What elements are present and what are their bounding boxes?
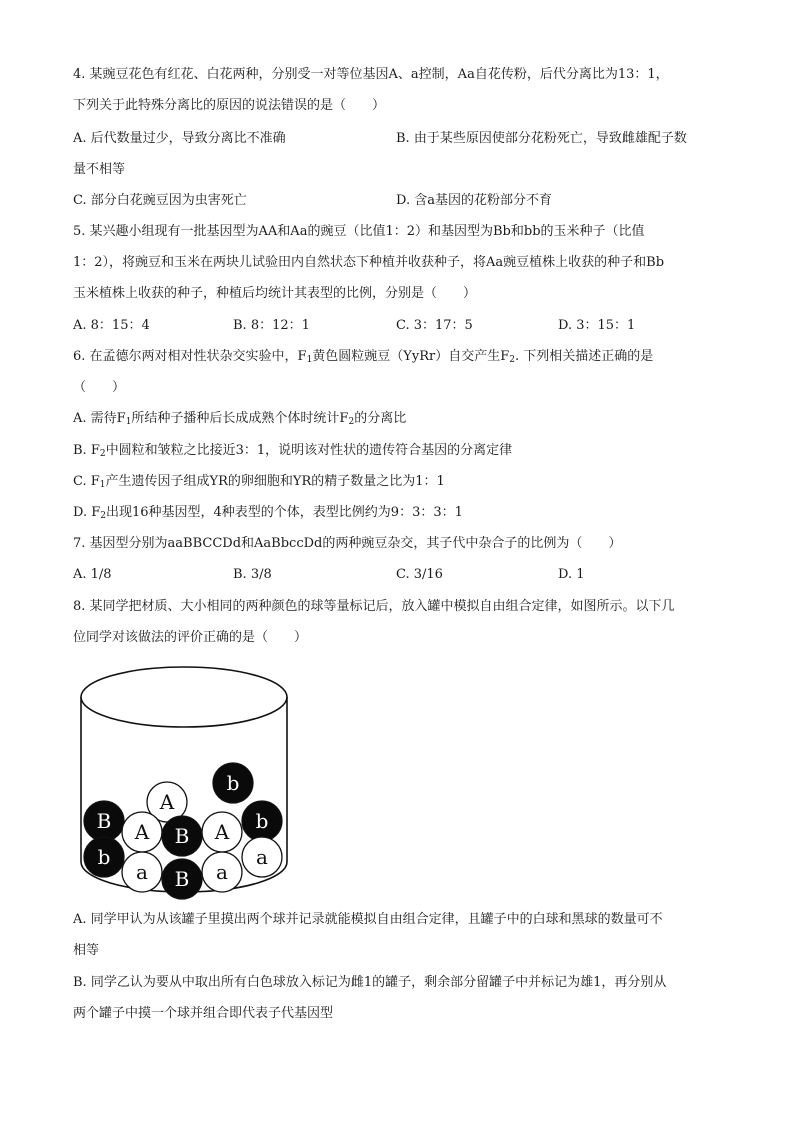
ball-white xyxy=(122,812,162,852)
jar-rim xyxy=(81,667,287,727)
q7-option-d: D. 1 xyxy=(558,567,585,582)
q6-b-pre: B. F xyxy=(73,443,100,458)
q6-a-sub1: 1 xyxy=(125,417,132,427)
ball-label: b xyxy=(97,845,111,869)
q5-option-b: B. 8：12：1 xyxy=(233,318,310,333)
ball-black xyxy=(84,801,124,841)
q6-a-post: 的分离比 xyxy=(354,411,407,426)
q6-stem-mid: 黄色圆粒豌豆（YyRr）自交产生F xyxy=(312,349,510,364)
ball-label: b xyxy=(226,771,240,795)
q4-option-d: D. 含a基因的花粉部分不育 xyxy=(396,193,552,208)
jar-balls xyxy=(84,763,282,899)
q7-option-b: B. 3/8 xyxy=(233,567,272,582)
ball-white xyxy=(242,837,282,877)
q6-a-sub2: 2 xyxy=(348,417,355,427)
q6-a-pre: A. 需待F xyxy=(73,411,126,426)
q6-stem-line2: （ ） xyxy=(73,380,126,395)
q6-a-mid: 所结种子播种后长成成熟个体时统计F xyxy=(131,411,349,426)
ball-black xyxy=(213,763,253,803)
q8-option-a-line1: A. 同学甲认为从该罐子里摸出两个球并记录就能模拟自由组合定律，且罐子中的白球和黑球的数量可不 xyxy=(73,912,663,927)
q4-option-b: B. 由于某些原因使部分花粉死亡，导致雌雄配子数 xyxy=(396,131,687,146)
q6-b-post: 中圆粒和皱粒之比接近3：1，说明该对性状的遗传符合基因的分离定律 xyxy=(105,443,513,458)
q6-d-sub: 2 xyxy=(100,511,106,521)
ball-black xyxy=(84,837,124,877)
q6-stem-sub2: 2 xyxy=(509,355,515,365)
q6-d-pre: D. F xyxy=(73,505,101,520)
q6-option-c xyxy=(73,473,445,491)
q6-option-d xyxy=(73,504,463,522)
ball-black xyxy=(242,801,282,841)
q5-stem-line1: 5. 某兴趣小组现有一批基因型为AA和Aa的豌豆（比值1：2）和基因型为Bb和bb的玉米种子（比值 xyxy=(73,224,645,239)
ball-label: A xyxy=(159,790,175,814)
q4-stem-line2: 下列关于此特殊分离比的原因的说法错误的是（ ） xyxy=(73,98,386,113)
q6-c-post: 产生遗传因子组成YR的卵细胞和YR的精子数量之比为1：1 xyxy=(105,474,445,489)
q6-stem-sub1: 1 xyxy=(306,355,313,365)
q6-option-a xyxy=(73,410,406,428)
q6-d-post: 出现16种基因型，4种表型的个体，表型比例约为9：3：3：1 xyxy=(105,505,463,520)
q5-option-a: A. 8：15：4 xyxy=(73,318,150,333)
q5-option-c: C. 3：17：5 xyxy=(396,318,473,333)
q4-option-b-cont: 量不相等 xyxy=(73,162,126,177)
ball-label: B xyxy=(96,809,112,833)
q4-option-c: C. 部分白花豌豆因为虫害死亡 xyxy=(73,193,247,208)
q7-option-a: A. 1/8 xyxy=(73,567,112,582)
q5-option-d: D. 3：15：1 xyxy=(558,318,636,333)
q5-stem-line2: 1：2），将豌豆和玉米在两块儿试验田内自然状态下种植并收获种子，将Aa豌豆植株上收获的种子和Bb xyxy=(73,255,665,270)
q6-stem-pre: 6. 在孟德尔两对相对性状杂交实验中，F xyxy=(73,349,307,364)
ball-black xyxy=(162,816,202,856)
q8-option-b-line1: B. 同学乙认为要从中取出所有白色球放入标记为雌1的罐子，剩余部分留罐子中并标记为雄1，再分别从 xyxy=(73,975,667,990)
jar-figure xyxy=(78,662,293,902)
q7-stem: 7. 基因型分别为aaBBCCDd和AaBbccDd的两种豌豆杂交，其子代中杂合子的比例为（ ） xyxy=(73,536,622,551)
q8-option-b-line2: 两个罐子中摸一个球并组合即代表子代基因型 xyxy=(73,1006,334,1021)
ball-label: A xyxy=(214,820,230,844)
ball-black xyxy=(162,859,202,899)
q6-option-b xyxy=(73,442,512,460)
q6-c-pre: C. F xyxy=(73,474,100,489)
q7-option-c: C. 3/16 xyxy=(396,567,443,582)
ball-label: a xyxy=(216,860,228,884)
ball-label: a xyxy=(136,860,148,884)
ball-label: b xyxy=(255,809,269,833)
q6-c-sub: 1 xyxy=(99,480,106,490)
ball-white xyxy=(202,852,242,892)
ball-white xyxy=(202,812,242,852)
q8-stem-line2: 位同学对该做法的评价正确的是（ ） xyxy=(73,630,308,645)
q6-stem-post: . 下列相关描述正确的是 xyxy=(514,349,654,364)
ball-label: A xyxy=(134,820,150,844)
q6-stem-line1 xyxy=(73,348,653,366)
ball-label: a xyxy=(256,845,268,869)
q4-option-a: A. 后代数量过少，导致分离比不准确 xyxy=(73,131,286,146)
ball-label: B xyxy=(174,824,190,848)
ball-label: B xyxy=(174,867,190,891)
q4-stem-line1: 4. 某豌豆花色有红花、白花两种，分别受一对等位基因A、a控制，Aa自花传粉，后代分离比为13：1， xyxy=(73,67,669,82)
q8-stem-line1: 8. 某同学把材质、大小相同的两种颜色的球等量标记后，放入罐中模拟自由组合定律，如图所示。以下几 xyxy=(73,599,675,614)
q8-option-a-line2: 相等 xyxy=(73,943,100,958)
q6-b-sub: 2 xyxy=(99,449,106,459)
ball-white xyxy=(122,852,162,892)
q5-stem-line3: 玉米植株上收获的种子，种植后均统计其表型的比例，分别是（ ） xyxy=(73,286,477,301)
